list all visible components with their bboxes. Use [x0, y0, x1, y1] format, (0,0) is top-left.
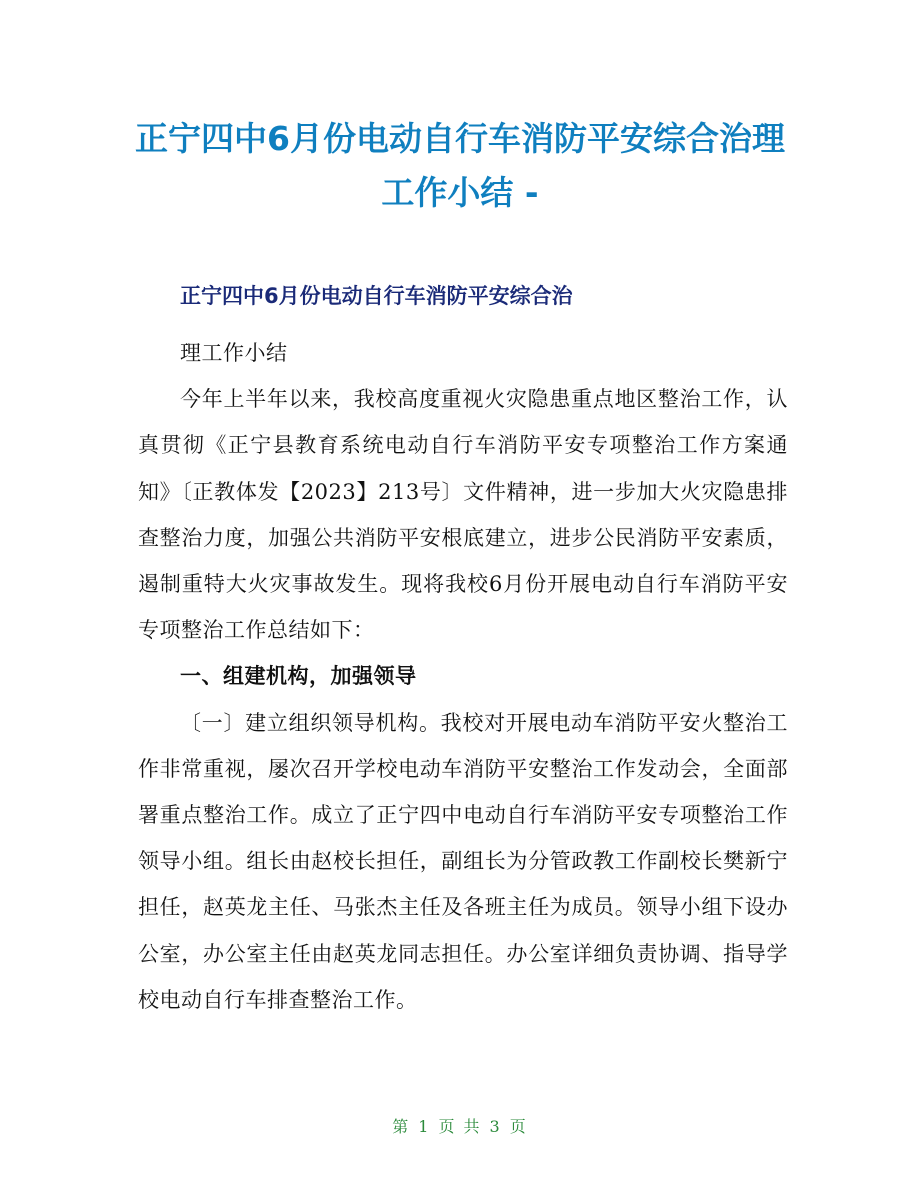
body-paragraph: 〔一〕建立组织领导机构。我校对开展电动车消防平安火整治工作非常重视，屡次召开学校电动车消防平安整治工作发动会，全面部署重点整治工作。成立了正宁四中电动自行车消防平安专项整治工作领导小组。组长由赵校长担任，副组长为分管政教工作副校长樊新宁担任，赵英龙主任、马张杰主任及各班主任为成员。领导小组下设办公室，办公室主任由赵英龙同志担任。办公室详细负责协调、指导学校电动自行车排查整治工作。: [138, 710, 788, 1012]
footer-total-pages: 3: [489, 1117, 502, 1136]
page-footer: [0, 1114, 920, 1137]
footer-current-page: 1: [418, 1117, 431, 1136]
intro-paragraph: 今年上半年以来，我校高度重视火灾隐患重点地区整治工作，认真贯彻《正宁县教育系统电动自行车消防平安专项整治工作方案通知》〔正教体发【2023】213号〕文件精神，进一步加大火灾隐患排查整治力度，加强公共消防平安根底建立，进步公民消防平安素质，遏制重特大火灾事故发生。现将我校6月份开展电动自行车消防平安专项整治工作总结如下：: [138, 387, 788, 643]
document-subtitle: 正宁四中6月份电动自行车消防平安综合治: [180, 284, 573, 308]
document-title: [100, 112, 820, 220]
title-line-2: 工作小结 -: [381, 173, 539, 212]
footer-suffix: 页: [509, 1117, 528, 1136]
footer-prefix: 第: [392, 1117, 411, 1136]
footer-middle: 页 共: [438, 1117, 482, 1136]
document-body: [138, 330, 788, 1023]
title-line-1: 正宁四中6月份电动自行车消防平安综合治理: [135, 119, 785, 158]
subtitle-continuation: 理工作小结: [180, 341, 288, 365]
section-heading: 一、组建机构，加强领导: [180, 663, 417, 689]
